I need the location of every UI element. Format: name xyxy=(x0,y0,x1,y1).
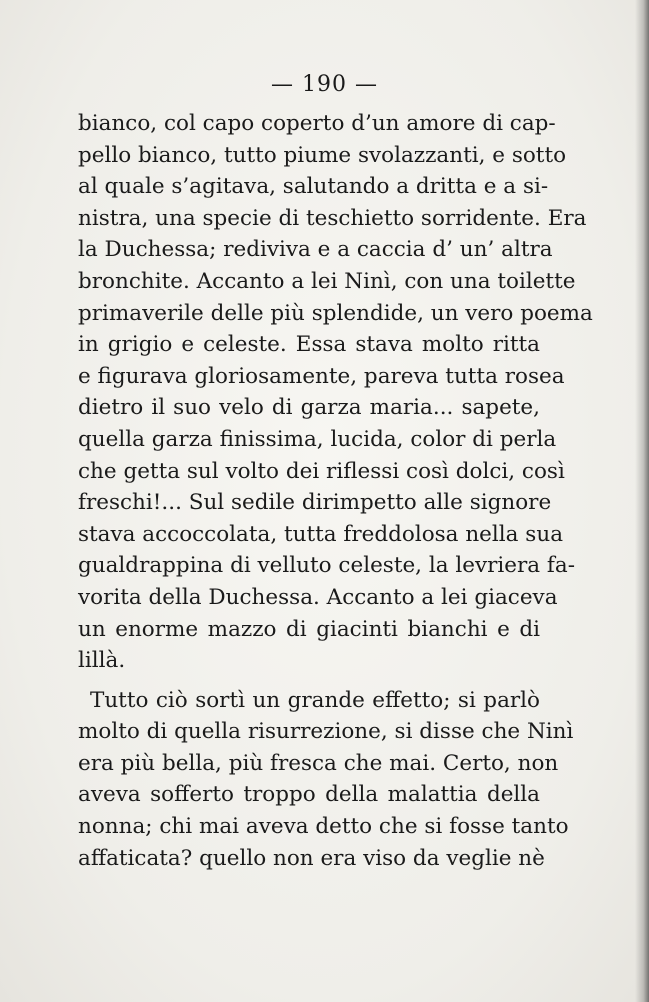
paragraph-1 xyxy=(78,108,593,677)
text-line: Tutto ciò sortì un grande effetto; si parlò xyxy=(90,687,540,713)
text-line: pello bianco, tutto piume svolazzanti, e sotto xyxy=(78,142,567,168)
text-line: nistra, una specie di teschietto sorridente. Era xyxy=(78,205,587,231)
text-line: e figurava gloriosamente, pareva tutta rosea xyxy=(78,363,565,389)
text-line: al quale s’agitava, salutando a dritta e a si- xyxy=(78,174,549,200)
text-line: la Duchessa; rediviva e a caccia d’ un’ altra xyxy=(78,237,553,263)
text-line: bronchite. Accanto a lei Ninì, con una toilette xyxy=(78,268,576,294)
text-line: gualdrappina di velluto celeste, la levriera fa- xyxy=(78,553,575,579)
text-line: primaverile delle più splendide, un vero poema xyxy=(78,300,593,326)
text-line: stava accoccolata, tutta freddolosa nella sua xyxy=(78,521,564,547)
paragraph-2 xyxy=(78,685,574,875)
text-line: era più bella, più fresca che mai. Certo, non xyxy=(78,750,559,776)
text-line: che getta sul volto dei riflessi così dolci, così xyxy=(78,458,565,484)
body-text xyxy=(78,108,593,874)
page-number: — 190 — xyxy=(271,72,378,97)
text-line: in grigio e celeste. Essa stava molto ritta xyxy=(78,332,540,358)
text-line: molto di quella risurrezione, si disse che Ninì xyxy=(78,719,574,745)
text-line: nonna; chi mai aveva detto che si fosse tanto xyxy=(78,814,569,840)
text-line: affaticata? quello non era viso da veglie nè xyxy=(78,845,545,871)
text-line: bianco, col capo coperto d’un amore di cap- xyxy=(78,111,556,136)
paragraph-gap xyxy=(78,677,540,685)
page-edge-shadow xyxy=(635,0,649,1002)
text-line: freschi!... Sul sedile dirimpetto alle signore xyxy=(78,490,552,516)
text-line: aveva sofferto troppo della malattia della xyxy=(78,782,540,808)
text-line: dietro il suo velo di garza maria... sapete, xyxy=(78,395,540,421)
text-line: quella garza finissima, lucida, color di perla xyxy=(78,426,557,452)
text-line: un enorme mazzo di giacinti bianchi e di xyxy=(78,616,540,642)
text-line: vorita della Duchessa. Accanto a lei giaceva xyxy=(78,584,558,610)
text-line: lillà. xyxy=(78,648,126,674)
